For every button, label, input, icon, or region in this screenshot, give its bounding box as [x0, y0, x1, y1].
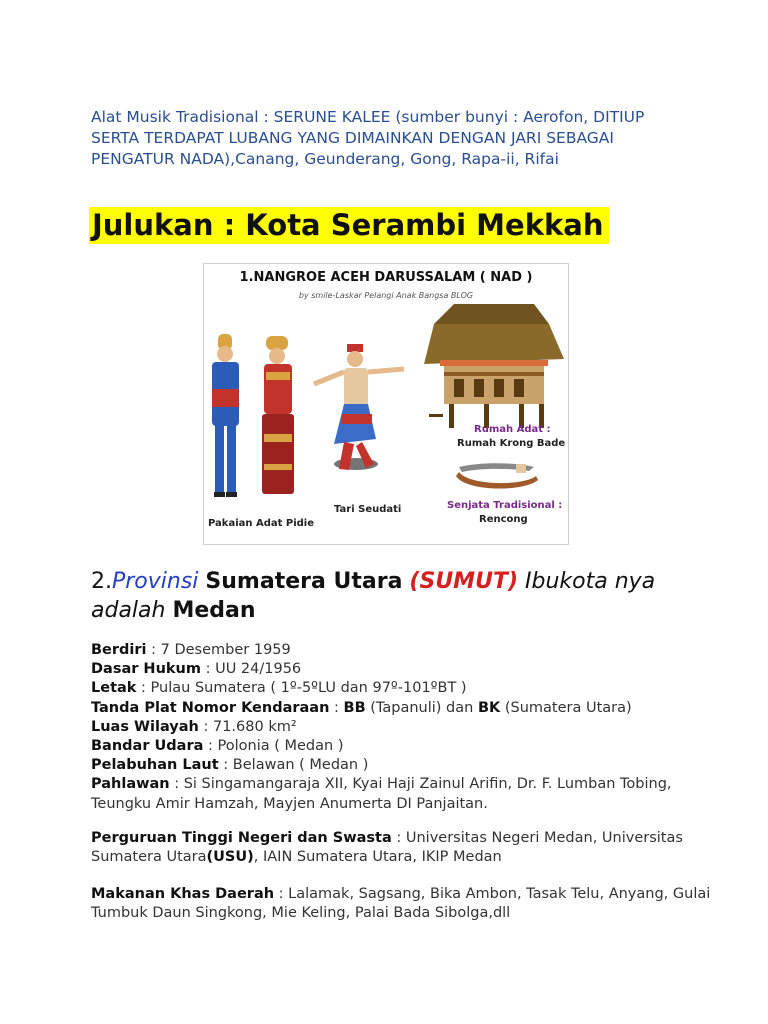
fact-value: Belawan ( Medan ): [232, 757, 369, 774]
julukan-banner: Julukan : Kota Serambi Mekkah: [89, 207, 609, 244]
fact-label: Tanda Plat Nomor Kendaraan: [91, 699, 330, 716]
tari-label: Tari Seudati: [334, 504, 402, 515]
figure-title: 1.NANGROE ACEH DARUSSALAM ( NAD ): [239, 270, 533, 285]
pt-value: Universitas Negeri Medan, Universitas Sumatera Utara: [91, 830, 683, 866]
heading-provinsi: Provinsi: [112, 569, 199, 594]
fact-dasar-hukum: [91, 660, 731, 679]
pt-label: Perguruan Tinggi Negeri dan Swasta: [91, 830, 392, 846]
senjata-name-label: Rencong: [479, 514, 528, 525]
fact-value: (Sumatera Utara): [500, 699, 632, 716]
fact-value: Pulau Sumatera ( 1º-5ºLU dan 97º-101ºBT ): [150, 680, 467, 697]
senjata-label: Senjata Tradisional :: [447, 500, 563, 511]
fact-sep: :: [198, 718, 213, 735]
traditional-house: [424, 304, 564, 428]
pakaian-label: Pakaian Adat Pidie: [208, 518, 315, 529]
fact-value-bold: BK: [477, 699, 501, 716]
heading-province-name: Sumatera Utara: [205, 569, 403, 594]
pt-value: , IAIN Sumatera Utara, IKIP Medan: [253, 849, 502, 866]
fact-value: 71.680 km²: [212, 718, 297, 735]
heading-capital: Medan: [172, 598, 256, 623]
fact-label: Dasar Hukum: [91, 661, 201, 678]
fact-value: Polonia ( Medan ): [217, 738, 344, 755]
makanan-label: Makanan Khas Daerah: [91, 886, 275, 902]
fact-value-bold: BB: [343, 699, 366, 716]
fact-label: Luas Wilayah: [91, 718, 199, 735]
fact-label: Berdiri: [91, 642, 147, 658]
pt-sep: :: [391, 830, 406, 846]
fact-plat-nomor: [91, 699, 731, 718]
dancer-figure: [314, 344, 404, 470]
fact-pelabuhan-laut: [91, 756, 731, 775]
makanan-sep: :: [274, 886, 289, 902]
rumah-name-label: Rumah Krong Bade: [457, 438, 566, 449]
makanan-value: Lalamak, Sagsang, Bika Ambon, Tasak Telu, Anyang, Gulai Tumbuk Daun Singkong, Mie Keling, Palai Bada Sibolga,dll: [91, 886, 711, 922]
fact-sep: :: [136, 680, 151, 697]
figure-subtitle: by smile-Laskar Pelangi Anak Bangsa BLOG: [298, 291, 474, 300]
heading-number: 2.: [91, 569, 112, 594]
fact-sep: :: [146, 642, 161, 658]
fact-bandar-udara: [91, 737, 731, 756]
rencong-weapon: [456, 463, 538, 488]
province-heading: [91, 567, 731, 625]
fact-value: (Tapanuli) dan: [365, 699, 478, 716]
alat-musik-paragraph: Alat Musik Tradisional : SERUNE KALEE (sumber bunyi : Aerofon, DITIUP SERTA TERDAPAT LUBANG YANG DIMAINKAN DENGAN JARI SEBAGAI PENGATUR NADA),Canang, Geunderang, Gong, Rapa-ii, Rifai: [91, 108, 645, 168]
fact-sep: :: [329, 699, 344, 716]
fact-label: Pahlawan: [91, 776, 170, 793]
fact-sep: :: [218, 757, 233, 774]
pt-value-bold: (USU): [206, 849, 254, 866]
heading-adalah: adalah: [91, 598, 166, 623]
makanan-paragraph: [91, 885, 711, 923]
fact-value: 7 Desember 1959: [160, 642, 291, 658]
fact-letak: [91, 679, 731, 698]
fact-luas-wilayah: [91, 718, 731, 737]
perguruan-tinggi-paragraph: [91, 829, 711, 867]
nad-illustration: [203, 263, 569, 545]
fact-label: Letak: [91, 680, 137, 697]
fact-sep: :: [203, 738, 218, 755]
fact-label: Pelabuhan Laut: [91, 757, 219, 774]
couple-figures: [212, 334, 294, 497]
fact-pahlawan: [91, 775, 731, 813]
heading-ibukota: Ibukota nya: [525, 569, 656, 594]
fact-label: Bandar Udara: [91, 738, 204, 755]
heading-abbr: (SUMUT): [409, 569, 519, 594]
fact-value: Si Singamangaraja XII, Kyai Haji Zainul Arifin, Dr. F. Lumban Tobing, Teungku Amir Hamzah, Mayjen Anumerta DI Panjaitan.: [91, 776, 672, 812]
fact-berdiri: [91, 641, 731, 660]
rumah-adat-label: Rumah Adat :: [474, 424, 551, 435]
fact-sep: :: [169, 776, 184, 793]
fact-value: UU 24/1956: [215, 661, 302, 678]
fact-sep: :: [200, 661, 216, 678]
facts-list: [91, 641, 731, 814]
